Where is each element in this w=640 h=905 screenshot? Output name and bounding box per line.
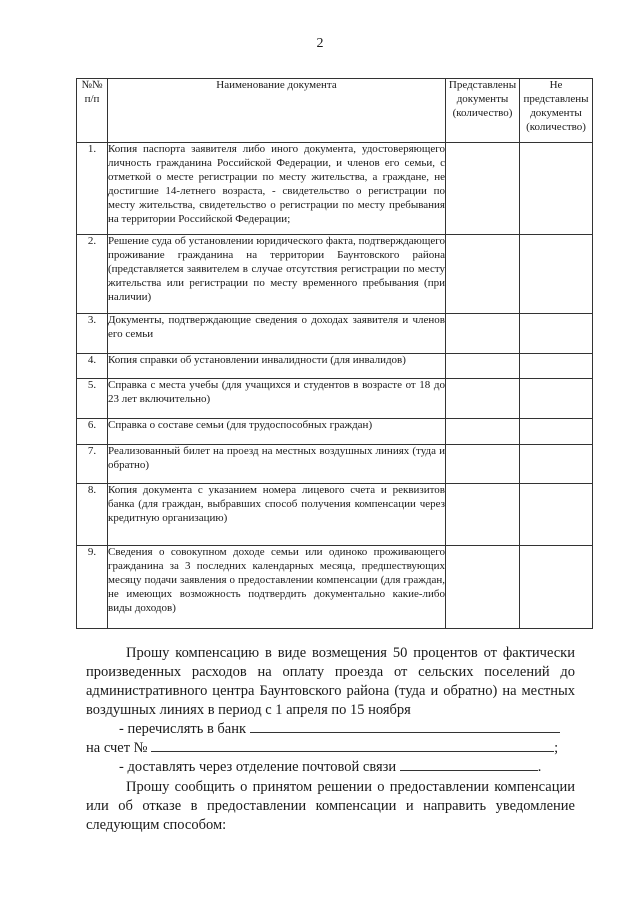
page-number: 2 (316, 36, 324, 51)
not-presented-cell[interactable] (520, 445, 593, 484)
not-presented-cell[interactable] (520, 235, 593, 314)
row-number: 9. (77, 546, 108, 629)
row-number: 5. (77, 379, 108, 419)
table-row (77, 445, 593, 484)
bank-transfer-option (119, 718, 560, 739)
account-number-label: на счет № (86, 740, 148, 756)
row-document-name: Справка с места учебы (для учащихся и студентов в возрасте от 18 до 23 лет включительно) (108, 379, 446, 419)
table-row (77, 354, 593, 379)
header-number: №№ п/п (77, 79, 108, 143)
row-number: 3. (77, 314, 108, 354)
row-number: 2. (77, 235, 108, 314)
post-office-field[interactable] (400, 756, 538, 771)
not-presented-cell[interactable] (520, 143, 593, 235)
not-presented-cell[interactable] (520, 484, 593, 546)
row-number: 7. (77, 445, 108, 484)
presented-cell[interactable] (446, 314, 520, 354)
row-number: 8. (77, 484, 108, 546)
presented-cell[interactable] (446, 354, 520, 379)
table-header-row (77, 79, 593, 143)
table-row (77, 419, 593, 445)
row-document-name: Копия паспорта заявителя либо иного документа, удостоверяющего личность гражданина Российской Федерации, и членов его семьи, с отметкой о месте регистрации по месту жительства, а граждане, не достигшие 14-летнего возраста, - свидетельство о регистрации по месту жительства, свидетельство о регистрации по месту пребывания на территории Российской Федерации; (108, 143, 446, 235)
row-document-name: Копия документа с указанием номера лицевого счета и реквизитов банка (для граждан, выбравших способ получения компенсации через кредитную организацию) (108, 484, 446, 546)
table-row (77, 143, 593, 235)
header-presented-count: Представлены документы (количество) (446, 79, 520, 143)
bank-transfer-label: - перечислять в банк (119, 721, 247, 737)
documents-table (76, 78, 593, 629)
row-document-name: Справка о составе семьи (для трудоспособных граждан) (108, 419, 446, 445)
row-document-name: Копия справки об установлении инвалидности (для инвалидов) (108, 354, 446, 379)
table-row (77, 546, 593, 629)
table-row (77, 484, 593, 546)
table-row (77, 235, 593, 314)
bank-name-field[interactable] (250, 718, 560, 733)
presented-cell[interactable] (446, 445, 520, 484)
row-document-name: Реализованный билет на проезд на местных воздушных линиях (туда и обратно) (108, 445, 446, 484)
header-document-name: Наименование документа (108, 79, 446, 143)
not-presented-cell[interactable] (520, 314, 593, 354)
row-document-name: Решение суда об установлении юридического факта, подтверждающего проживание гражданина на территории Баунтовского района (представляется заявителем в случае отсутствия регистрации по месту жительства или регистрации по месту временного пребывания (при наличии) (108, 235, 446, 314)
account-number-line (86, 737, 558, 758)
header-not-presented-count: Не представлены документы (количество) (520, 79, 593, 143)
presented-cell[interactable] (446, 235, 520, 314)
post-office-end: . (537, 759, 542, 775)
account-number-end: ; (554, 740, 559, 756)
post-office-option (119, 756, 541, 777)
presented-cell[interactable] (446, 419, 520, 445)
presented-cell[interactable] (446, 546, 520, 629)
not-presented-cell[interactable] (520, 546, 593, 629)
post-office-label: - доставлять через отделение почтовой связи (119, 759, 397, 775)
row-number: 4. (77, 354, 108, 379)
row-document-name: Документы, подтверждающие сведения о доходах заявителя и членов его семьи (108, 314, 446, 354)
presented-cell[interactable] (446, 484, 520, 546)
not-presented-cell[interactable] (520, 354, 593, 379)
row-number: 1. (77, 143, 108, 235)
not-presented-cell[interactable] (520, 419, 593, 445)
not-presented-cell[interactable] (520, 379, 593, 419)
row-document-name: Сведения о совокупном доходе семьи или одиноко проживающего гражданина за 3 последних календарных месяца, предшествующих месяцу подачи заявления о предоставлении компенсации (для граждан, не имеющих возможность подтвердить документально какие-либо виды доходов) (108, 546, 446, 629)
account-number-field[interactable] (151, 737, 554, 752)
row-number: 6. (77, 419, 108, 445)
notification-request-paragraph: Прошу сообщить о принятом решении о предоставлении компенсации или об отказе в предоставлении компенсации и направить уведомление следующим способом: (86, 779, 575, 833)
compensation-request-paragraph: Прошу компенсацию в виде возмещения 50 процентов от фактически произведенных расходов на оплату проезда от сельских поселений до административного центра Баунтовского района (туда и обратно) на местных воздушных линиях в период с 1 апреля по 15 ноября (86, 645, 575, 718)
table-row (77, 379, 593, 419)
presented-cell[interactable] (446, 143, 520, 235)
table-row (77, 314, 593, 354)
presented-cell[interactable] (446, 379, 520, 419)
